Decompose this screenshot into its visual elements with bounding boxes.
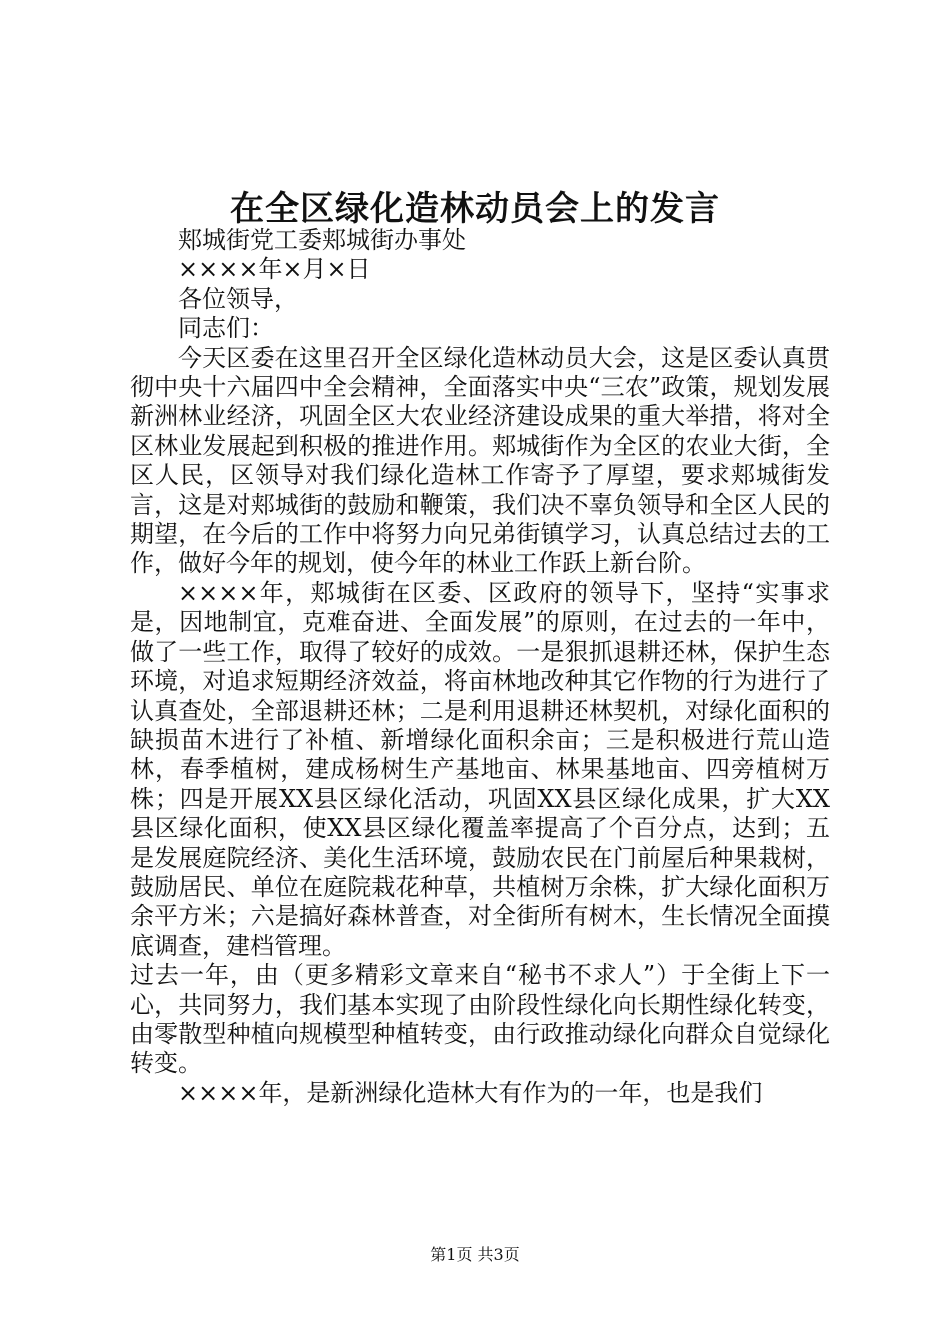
body-paragraph: 过去一年，由（更多精彩文章来自“秘书不求人”）于全街上下一心，共同努力，我们基本实现了由阶段性绿化向长期性绿化转变，由零散型种植向规模型种植转变，由行政推动绿化向群众自觉绿化转变。 [130,961,830,1078]
salutation-leaders: 各位领导， [178,284,298,313]
body-paragraph: 今天区委在这里召开全区绿化造林动员大会，这是区委认真贯彻中央十六届四中全会精神，全面落实中央“三农”政策，规划发展新洲林业经济，巩固全区大农业经济建设成果的重大举措，将对全区林业发展起到积极的推进作用。郏城街作为全区的农业大街，全区人民，区领导对我们绿化造林工作寄予了厚望，要求郏城街发言，这是对郏城街的鼓励和鞭策，我们决不辜负领导和全区人民的期望，在今后的工作中将努力向兄弟街镇学习，认真总结过去的工作，做好今年的规划，使今年的林业工作跃上新台阶。 [130,343,830,578]
page-footer: 第1页 共3页 [430,1245,520,1264]
issuer-line: 郏城街党工委郏城街办事处 [178,226,466,254]
document-body [130,226,830,1108]
salutation-comrades: 同志们： [178,314,274,343]
body-paragraph: ××××年，郏城街在区委、区政府的领导下，坚持“实事求是，因地制宜，克难奋进、全面发展”的原则，在过去的一年中，做了一些工作，取得了较好的成效。一是狠抓退耕还林，保护生态环境，对追求短期经济效益，将亩林地改种其它作物的行为进行了认真查处，全部退耕还林；二是利用退耕还林契机，对绿化面积的缺损苗木进行了补植、新增绿化面积余亩；三是积极进行荒山造林，春季植树，建成杨树生产基地亩、林果基地亩、四旁植树万株；四是开展XX县区绿化活动，巩固XX县区绿化成果，扩大XX县区绿化面积，使XX县区绿化覆盖率提高了个百分点，达到；五是发展庭院经济、美化生活环境，鼓励农民在门前屋后种果栽树，鼓励居民、单位在庭院栽花种草，共植树万余株，扩大绿化面积万余平方米；六是搞好森林普查，对全街所有树木，生长情况全面摸底调查，建档管理。 [130,578,830,960]
document-title: 在全区绿化造林动员会上的发言 [230,189,720,229]
body-paragraph: ××××年，是新洲绿化造林大有作为的一年，也是我们 [178,1078,763,1107]
date-line: ××××年×月×日 [178,255,371,284]
